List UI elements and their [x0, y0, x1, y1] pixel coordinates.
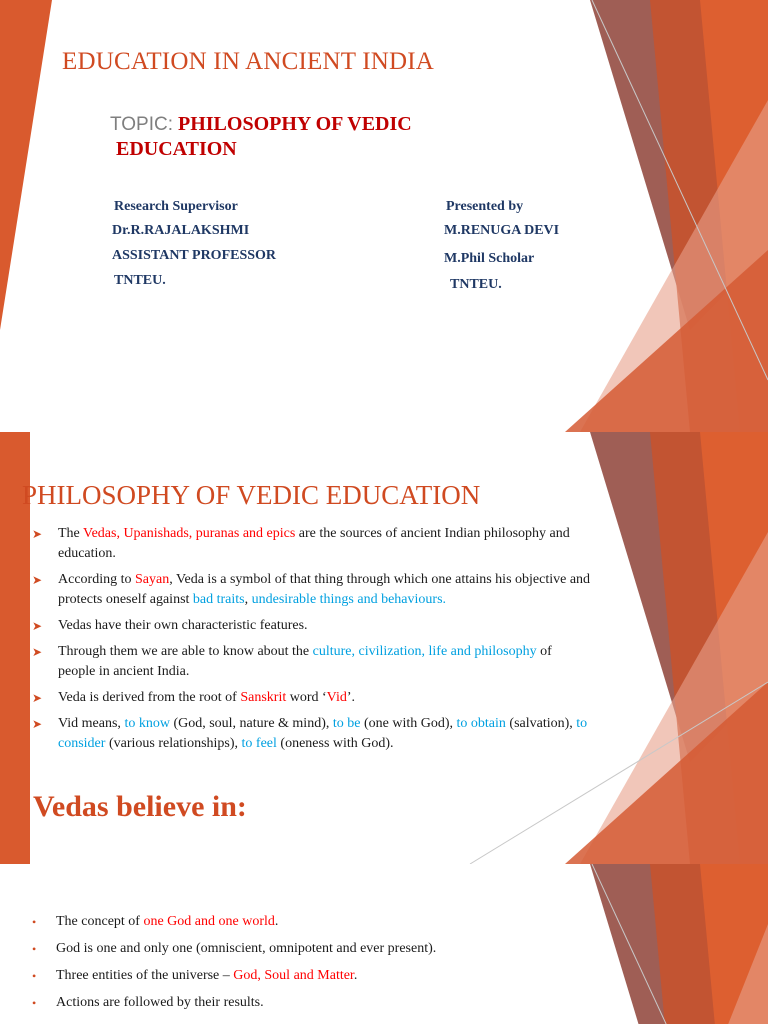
highlight-blue: to obtain: [456, 716, 506, 731]
text: .: [353, 968, 358, 983]
text: Actions are followed by their results.: [56, 995, 264, 1010]
round-bullet-icon: •: [32, 942, 37, 956]
highlight-blue: undesirable things and behaviours.: [251, 592, 447, 607]
main-title: EDUCATION IN ANCIENT INDIA: [62, 48, 435, 75]
text: Veda is derived from the root of: [58, 690, 241, 705]
slide-title-text: PHILOSOPHY OF VEDIC EDUCATION: [22, 480, 481, 510]
arrowhead-bullet-icon: ➤: [32, 573, 43, 587]
presenter-org: TNTEU.: [450, 277, 502, 292]
topic-label: TOPIC:: [110, 114, 173, 135]
highlight-blue: bad traits: [192, 592, 245, 607]
list-item: [32, 642, 592, 682]
text: ’.: [346, 690, 356, 705]
text: According to: [58, 572, 135, 587]
bullet-list: [32, 912, 592, 1020]
text: (various relationships),: [105, 736, 242, 751]
highlight-red: Sayan: [134, 572, 170, 587]
arrowhead-bullet-icon: ➤: [32, 645, 43, 659]
supervisor-role: ASSISTANT PROFESSOR: [112, 248, 277, 263]
supervisor-org: TNTEU.: [114, 273, 166, 288]
slide-title: [0, 0, 768, 432]
highlight-blue: culture, civilization, life and philosophy: [312, 644, 537, 659]
highlight-blue: to feel: [241, 736, 277, 751]
text: word ‘: [286, 690, 327, 705]
arrowhead-bullet-icon: ➤: [32, 527, 43, 541]
highlight-blue: to be: [332, 716, 361, 731]
list-item: [32, 616, 592, 636]
topic-line: [110, 110, 412, 139]
slide-vedas-beliefs: [0, 864, 768, 1024]
text: ,: [244, 592, 252, 607]
text: Through them we are able to know about the: [58, 644, 313, 659]
arrowhead-bullet-icon: ➤: [32, 691, 43, 705]
highlight-blue: to know: [124, 716, 170, 731]
list-item: [32, 714, 592, 754]
text: are the sources of ancient Indian philosophy and education.: [58, 526, 570, 561]
text: of people in ancient India.: [58, 644, 552, 679]
list-item: [32, 966, 592, 986]
text: , Veda is a symbol of that thing through which one attains his objective and protects oneself against: [58, 572, 591, 607]
list-item: [32, 912, 592, 932]
text: The concept of: [56, 914, 144, 929]
text: God is one and only one (omniscient, omnipotent and ever present).: [56, 941, 437, 956]
presenter-heading: Presented by: [446, 199, 524, 214]
highlight-red: Sanskrit: [240, 690, 287, 705]
text: Vid means,: [58, 716, 125, 731]
list-item: [32, 993, 592, 1013]
bullet-list: [32, 524, 592, 760]
highlight-red: God, Soul and Matter: [233, 968, 354, 983]
supervisor-heading: Research Supervisor: [114, 199, 238, 214]
list-item: [32, 688, 592, 708]
round-bullet-icon: •: [32, 915, 37, 929]
topic-value-continued: EDUCATION: [116, 138, 237, 160]
list-item: [32, 524, 592, 564]
text: (oneness with God).: [276, 736, 394, 751]
text: Three entities of the universe –: [56, 968, 234, 983]
highlight-red: one God and one world: [143, 914, 275, 929]
text: (God, soul, nature & mind),: [169, 716, 333, 731]
highlight-blue: to consider: [58, 716, 588, 751]
list-item: [32, 570, 592, 610]
round-bullet-icon: •: [32, 969, 37, 983]
list-item: [32, 939, 592, 959]
slide-philosophy: [0, 432, 768, 864]
text: .: [274, 914, 279, 929]
text: Vedas have their own characteristic features.: [58, 618, 308, 633]
topic-value: PHILOSOPHY OF VEDIC: [178, 113, 412, 135]
text: The: [58, 526, 84, 541]
arrowhead-bullet-icon: ➤: [32, 717, 43, 731]
text: (one with God),: [360, 716, 457, 731]
left-orange-wedge: [0, 0, 52, 330]
presenter-name: M.RENUGA DEVI: [444, 223, 560, 238]
round-bullet-icon: •: [32, 996, 37, 1010]
presenter-role: M.Phil Scholar: [444, 251, 535, 266]
text: (salvation),: [505, 716, 577, 731]
supervisor-name: Dr.R.RAJALAKSHMI: [112, 223, 250, 238]
vedas-heading: Vedas believe in:: [33, 790, 247, 823]
highlight-red: Vid: [326, 690, 347, 705]
arrowhead-bullet-icon: ➤: [32, 619, 43, 633]
highlight-red: Vedas, Upanishads, puranas and epics: [83, 526, 296, 541]
